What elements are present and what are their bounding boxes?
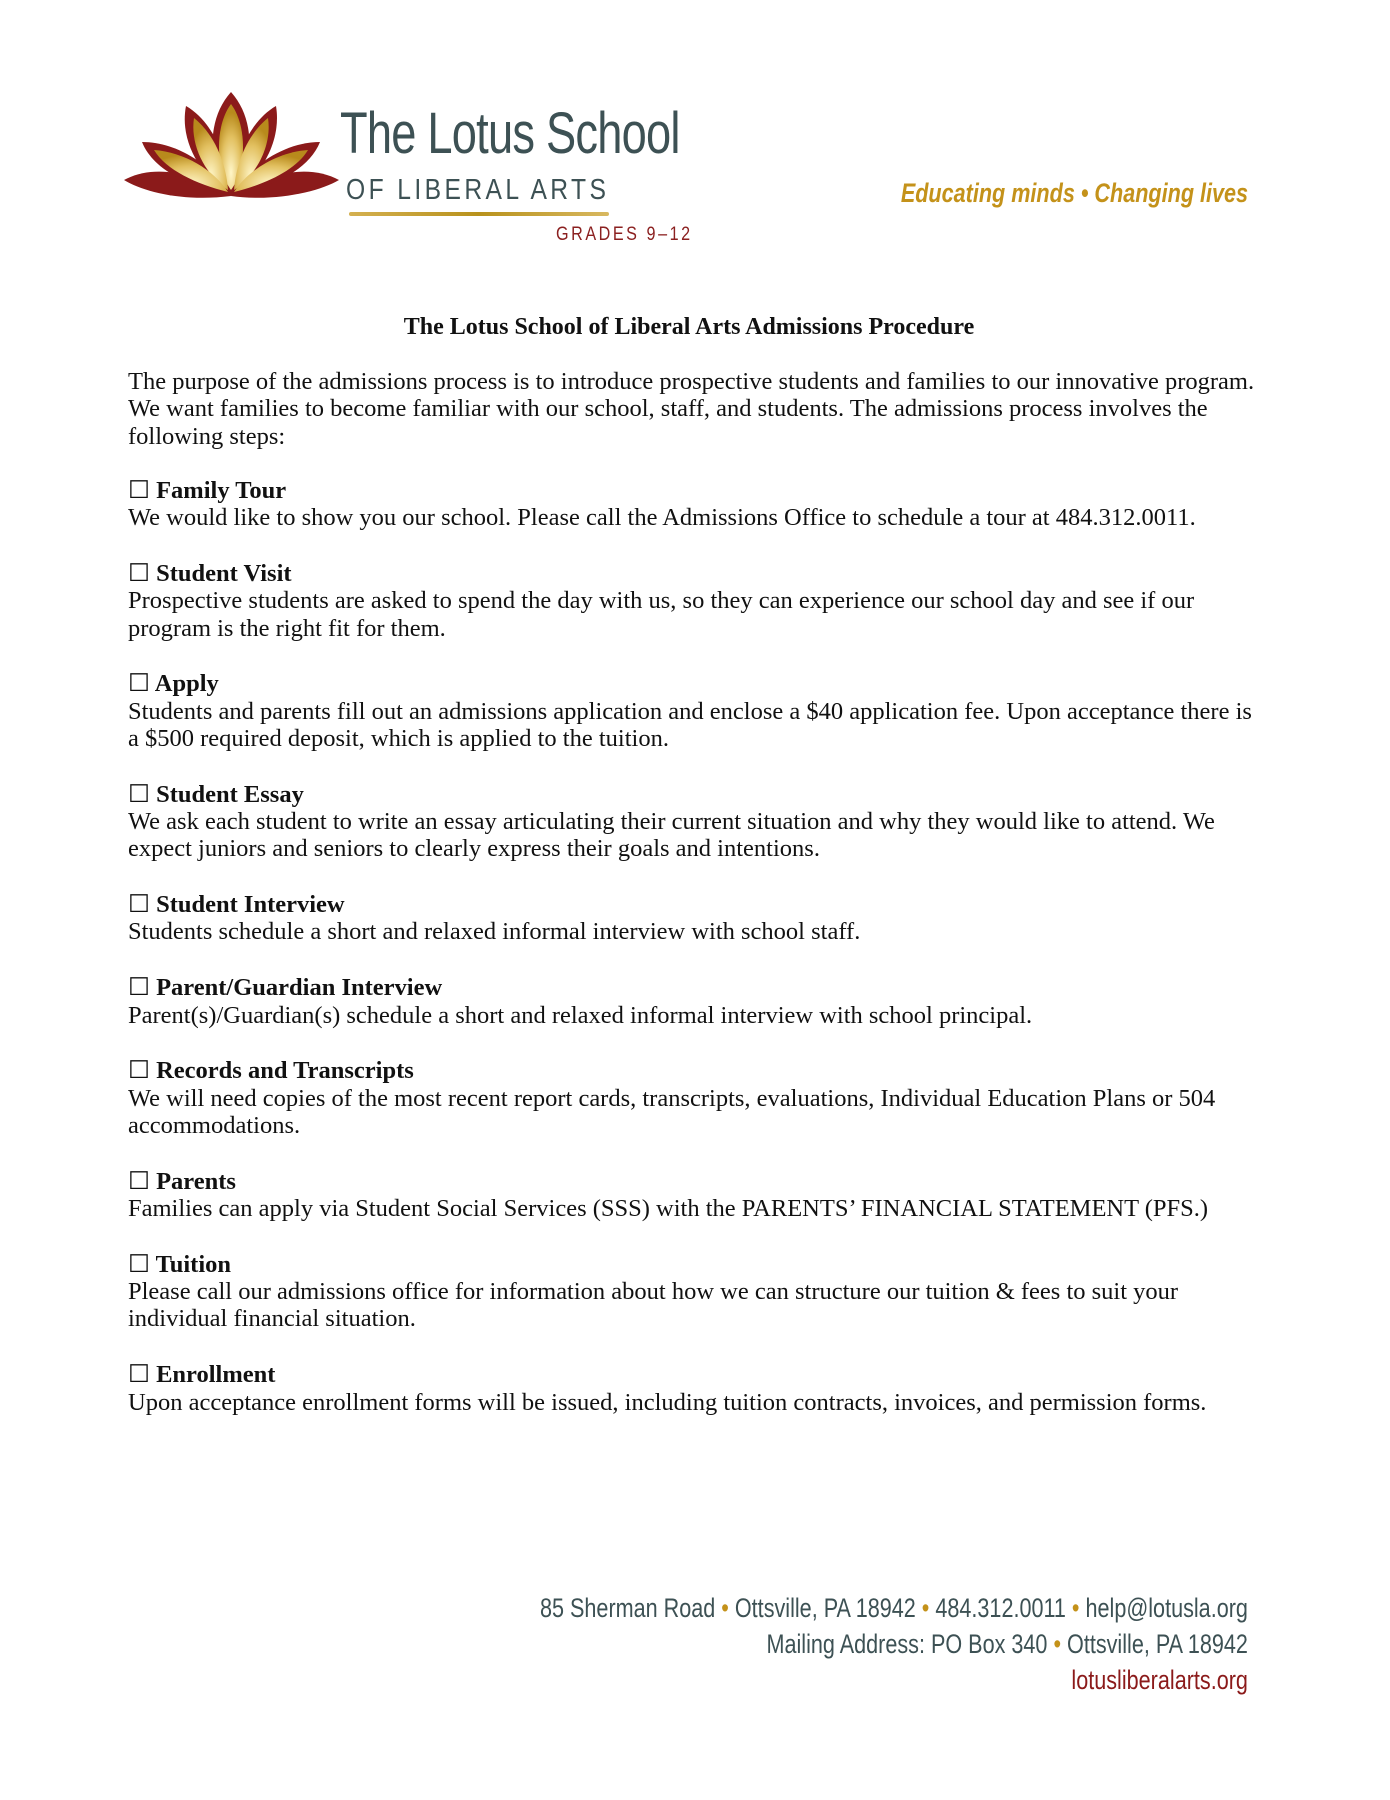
step-heading: [128, 670, 1258, 697]
footer-separator: •: [721, 1593, 729, 1623]
step-item: [128, 1361, 1258, 1416]
step-description: We ask each student to write an essay articulating their current situation and why they would like to attend. We expect juniors and seniors to clearly express their goals and intentions.: [128, 808, 1215, 863]
logo-underline: [349, 212, 609, 216]
footer-separator: •: [1053, 1629, 1062, 1659]
step-heading: [128, 891, 1258, 918]
step-description: Students and parents fill out an admissions application and enclose a $40 application fee. Upon acceptance there is a $500 required deposit, which is applied to the tuition.: [128, 697, 1252, 752]
footer-phone: 484.312.0011: [935, 1593, 1066, 1623]
footer-mailing-city: Ottsville, PA 18942: [1067, 1629, 1248, 1659]
footer-separator: •: [1072, 1593, 1080, 1623]
step-description: Families can apply via Student Social Services (SSS) with the PARENTS’ FINANCIAL STATEMENT (PFS.): [128, 1195, 1209, 1223]
logo-title: The Lotus School: [340, 101, 680, 166]
step-heading: [128, 1361, 1258, 1388]
checkbox-icon[interactable]: ☐: [128, 1057, 150, 1085]
document-body: [128, 368, 1258, 1444]
checkbox-icon[interactable]: ☐: [128, 1250, 150, 1278]
step-title: Apply: [154, 670, 219, 698]
step-description: Prospective students are asked to spend the day with us, so they can experience our school day and see if our program is the right fit for them.: [128, 587, 1195, 642]
step-heading: [128, 781, 1258, 808]
step-title: Enrollment: [156, 1361, 276, 1389]
step-item: [128, 1251, 1258, 1333]
step-item: [128, 781, 1258, 863]
checkbox-icon[interactable]: ☐: [128, 974, 150, 1002]
step-title: Parent/Guardian Interview: [156, 974, 443, 1002]
step-heading: [128, 1168, 1258, 1195]
footer-line-1: [540, 1590, 1248, 1626]
step-title: Family Tour: [156, 476, 287, 504]
footer-line-2: [540, 1626, 1248, 1662]
checkbox-icon[interactable]: ☐: [128, 1167, 150, 1195]
step-description: Upon acceptance enrollment forms will be issued, including tuition contracts, invoices, and permission forms.: [128, 1388, 1207, 1416]
step-item: [128, 560, 1258, 642]
logo-grades: GRADES 9–12: [556, 224, 693, 245]
checkbox-icon[interactable]: ☐: [128, 670, 150, 698]
logo-subtitle: OF LIBERAL ARTS: [346, 174, 610, 206]
step-title: Records and Transcripts: [156, 1057, 414, 1085]
tagline-part2: Changing lives: [1094, 178, 1248, 208]
step-item: [128, 1057, 1258, 1139]
steps-list: [128, 477, 1258, 1416]
step-description: Students schedule a short and relaxed informal interview with school staff.: [128, 918, 861, 946]
footer-email[interactable]: help@lotusla.org: [1085, 1593, 1248, 1623]
footer-website[interactable]: lotusliberalarts.org: [1071, 1665, 1248, 1695]
step-item: [128, 477, 1258, 532]
step-title: Parents: [156, 1167, 236, 1195]
step-title: Student Essay: [156, 780, 304, 808]
step-item: [128, 1168, 1258, 1223]
step-heading: [128, 560, 1258, 587]
checkbox-icon[interactable]: ☐: [128, 476, 150, 504]
checkbox-icon[interactable]: ☐: [128, 891, 150, 919]
step-description: We will need copies of the most recent report cards, transcripts, evaluations, Individual Education Plans or 504 accommodations.: [128, 1084, 1216, 1139]
step-title: Student Visit: [156, 559, 292, 587]
step-item: [128, 670, 1258, 752]
school-logo: [124, 92, 704, 252]
footer-address: 85 Sherman Road: [540, 1593, 716, 1623]
lotus-flower-icon: [124, 92, 339, 212]
step-description: We would like to show you our school. Please call the Admissions Office to schedule a tour at 484.312.0011.: [128, 504, 1196, 532]
step-heading: [128, 1251, 1258, 1278]
checkbox-icon[interactable]: ☐: [128, 559, 150, 587]
step-heading: [128, 477, 1258, 504]
checkbox-icon[interactable]: ☐: [128, 1361, 150, 1389]
step-item: [128, 891, 1258, 946]
tagline-separator: •: [1080, 178, 1089, 208]
tagline-part1: Educating minds: [900, 178, 1075, 208]
intro-paragraph: The purpose of the admissions process is to introduce prospective students and families to our innovative program. We want families to become familiar with our school, staff, and students. The admissions process involves the following steps:: [128, 368, 1255, 450]
step-description: Please call our admissions office for information about how we can structure our tuition & fees to suit your individual financial situation.: [128, 1278, 1179, 1333]
footer-separator: •: [921, 1593, 930, 1623]
tagline: [901, 178, 1248, 209]
step-heading: [128, 974, 1258, 1001]
checkbox-icon[interactable]: ☐: [128, 780, 150, 808]
footer-city: Ottsville, PA 18942: [734, 1593, 916, 1623]
document-title: The Lotus School of Liberal Arts Admissions Procedure: [403, 314, 975, 340]
step-description: Parent(s)/Guardian(s) schedule a short and relaxed informal interview with school principal.: [128, 1001, 1033, 1029]
footer: [540, 1590, 1248, 1698]
step-item: [128, 974, 1258, 1029]
step-title: Student Interview: [156, 891, 345, 919]
step-title: Tuition: [155, 1250, 232, 1278]
footer-mailing: Mailing Address: PO Box 340: [766, 1629, 1048, 1659]
step-heading: [128, 1057, 1258, 1084]
